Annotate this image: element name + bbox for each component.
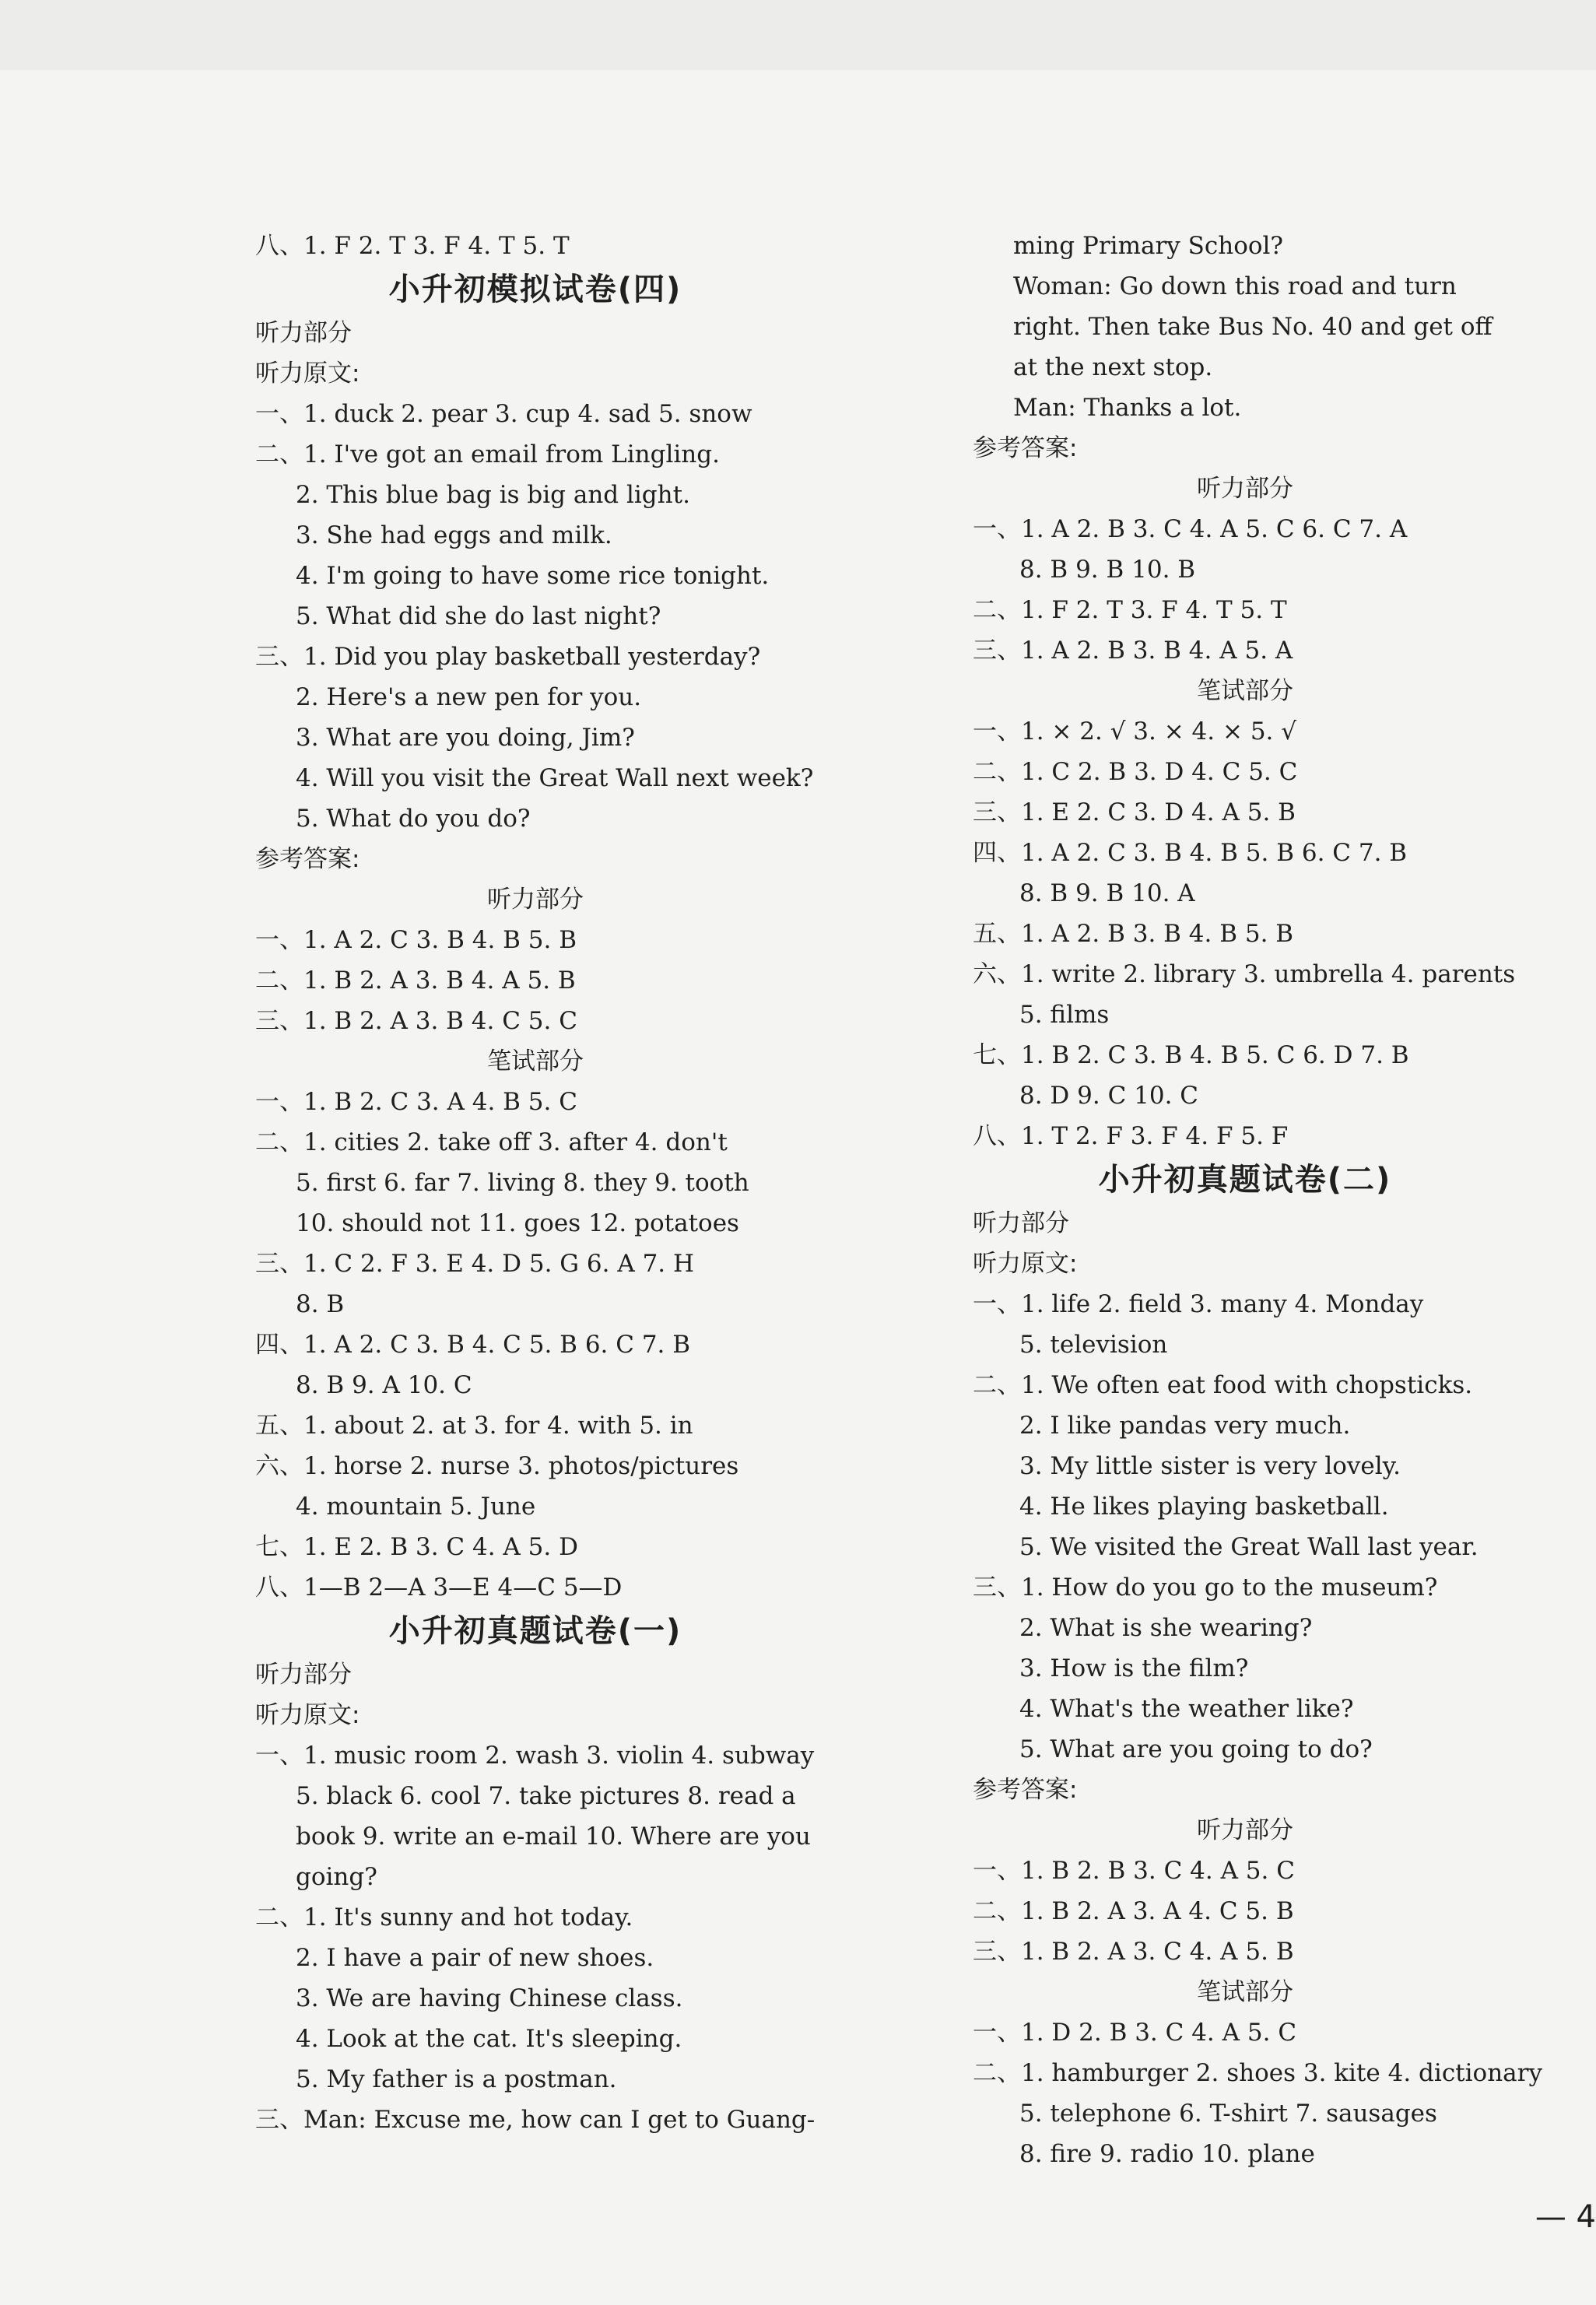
answer-line: 三、1. A 2. B 3. B 4. A 5. A xyxy=(973,637,1293,665)
subsection-label: 听力原文: xyxy=(255,360,360,388)
subsection-label: 听力部分 xyxy=(255,319,352,347)
answers-label: 参考答案: xyxy=(973,434,1078,462)
script-line: 3. How is the film? xyxy=(1019,1654,1249,1682)
script-line: 三、1. How do you go to the museum? xyxy=(973,1574,1438,1602)
subsection-heading: 听力部分 xyxy=(1197,1816,1293,1844)
subsection-heading: 笔试部分 xyxy=(487,1047,584,1075)
answer-line: 五、1. about 2. at 3. for 4. with 5. in xyxy=(255,1412,693,1440)
script-line: 5. What are you going to do? xyxy=(1019,1735,1373,1763)
script-line: 一、1. music room 2. wash 3. violin 4. subway xyxy=(255,1742,815,1770)
answer-line: 8. B 9. A 10. C xyxy=(296,1371,472,1399)
subsection-label: 听力部分 xyxy=(255,1661,352,1689)
subsection-label: 听力原文: xyxy=(973,1250,1078,1278)
script-line: 二、1. I've got an email from Lingling. xyxy=(255,440,720,468)
answer-line: 一、1. × 2. √ 3. × 4. × 5. √ xyxy=(973,717,1297,746)
script-line: 5. My father is a postman. xyxy=(296,2065,617,2093)
answer-line: 五、1. A 2. B 3. B 4. B 5. B xyxy=(973,920,1294,948)
answer-line: 三、1. E 2. C 3. D 4. A 5. B xyxy=(973,798,1296,826)
script-line: ming Primary School? xyxy=(1013,232,1284,260)
script-line: 2. I have a pair of new shoes. xyxy=(296,1944,654,1972)
answer-line: 二、1. B 2. A 3. B 4. A 5. B xyxy=(255,967,576,995)
answer-line: 四、1. A 2. C 3. B 4. B 5. B 6. C 7. B xyxy=(973,839,1408,867)
answer-line: 四、1. A 2. C 3. B 4. C 5. B 6. C 7. B xyxy=(255,1331,691,1359)
answer-line: 二、1. hamburger 2. shoes 3. kite 4. dictionary xyxy=(973,2059,1542,2087)
answer-line: 5. films xyxy=(1019,1001,1110,1029)
answer-line: 8. D 9. C 10. C xyxy=(1019,1082,1199,1110)
section-title: 小升初真题试卷(二) xyxy=(1098,1162,1392,1198)
script-line: 2. Here's a new pen for you. xyxy=(296,683,642,711)
answer-line: 8. B 9. B 10. B xyxy=(1019,556,1196,584)
subsection-heading: 笔试部分 xyxy=(1197,1978,1293,2006)
answer-line: 七、1. B 2. C 3. B 4. B 5. C 6. D 7. B xyxy=(973,1041,1409,1069)
script-line: 4. What's the weather like? xyxy=(1019,1695,1354,1723)
answer-line: 二、1. B 2. A 3. A 4. C 5. B xyxy=(973,1897,1294,1925)
right-column xyxy=(973,226,1542,2174)
answer-line: 三、1. B 2. A 3. B 4. C 5. C xyxy=(255,1007,577,1035)
script-line: 3. She had eggs and milk. xyxy=(296,521,612,549)
script-line: 3. We are having Chinese class. xyxy=(296,1984,683,2012)
script-line: 三、1. Did you play basketball yesterday? xyxy=(255,643,761,671)
script-line: 一、1. duck 2. pear 3. cup 4. sad 5. snow xyxy=(255,400,752,428)
answer-line: 七、1. E 2. B 3. C 4. A 5. D xyxy=(255,1533,578,1561)
answer-line: 一、1. B 2. C 3. A 4. B 5. C xyxy=(255,1088,577,1116)
answers-label: 参考答案: xyxy=(973,1776,1078,1804)
script-line: 4. I'm going to have some rice tonight. xyxy=(296,562,770,590)
section-title: 小升初模拟试卷(四) xyxy=(388,272,682,307)
subsection-label: 听力部分 xyxy=(973,1209,1069,1237)
script-line: 2. This blue bag is big and light. xyxy=(296,481,690,509)
script-line: 3. My little sister is very lovely. xyxy=(1019,1452,1401,1480)
script-line: 5. What do you do? xyxy=(296,805,531,833)
script-line: 二、1. We often eat food with chopsticks. xyxy=(973,1371,1473,1399)
answer-line: 六、1. write 2. library 3. umbrella 4. parents xyxy=(973,960,1516,988)
answer-line: 三、1. C 2. F 3. E 4. D 5. G 6. A 7. H xyxy=(255,1250,695,1278)
answer-line: 三、1. B 2. A 3. C 4. A 5. B xyxy=(973,1938,1294,1966)
answer-line: 8. B xyxy=(296,1290,345,1318)
subsection-heading: 听力部分 xyxy=(1197,475,1293,503)
section-title: 小升初真题试卷(一) xyxy=(388,1613,682,1649)
answer-line: 5. first 6. far 7. living 8. they 9. tooth xyxy=(296,1169,749,1197)
script-line: 二、1. It's sunny and hot today. xyxy=(255,1903,633,1931)
left-column xyxy=(255,226,816,2140)
answer-line: 一、1. A 2. B 3. C 4. A 5. C 6. C 7. A xyxy=(973,515,1408,543)
script-line: 2. I like pandas very much. xyxy=(1019,1412,1351,1440)
page-number: — 4 xyxy=(1535,2199,1596,2235)
script-line: 三、Man: Excuse me, how can I get to Guang- xyxy=(255,2106,816,2134)
script-line: 一、1. life 2. field 3. many 4. Monday xyxy=(973,1290,1424,1318)
script-line: Man: Thanks a lot. xyxy=(1013,394,1242,422)
answer-line: 10. should not 11. goes 12. potatoes xyxy=(296,1209,739,1237)
answer-line: 一、1. A 2. C 3. B 4. B 5. B xyxy=(255,926,577,954)
answer-line: 二、1. C 2. B 3. D 4. C 5. C xyxy=(973,758,1298,786)
answer-line: 八、1. T 2. F 3. F 4. F 5. F xyxy=(973,1122,1289,1150)
answer-line: 4. mountain 5. June xyxy=(296,1493,536,1521)
answer-line: 一、1. D 2. B 3. C 4. A 5. C xyxy=(973,2019,1297,2047)
answer-line: 八、1—B 2—A 3—E 4—C 5—D xyxy=(255,1574,623,1602)
script-line: 4. Will you visit the Great Wall next week? xyxy=(296,764,814,792)
page-top-edge xyxy=(0,0,1596,70)
answers-label: 参考答案: xyxy=(255,845,360,873)
answer-line: 六、1. horse 2. nurse 3. photos/pictures xyxy=(255,1452,739,1480)
script-line: Woman: Go down this road and turn right. Then take Bus No. 40 and get off at the next stop. xyxy=(1013,272,1493,381)
subsection-label: 听力原文: xyxy=(255,1701,360,1729)
script-line: 3. What are you doing, Jim? xyxy=(296,724,635,752)
script-line: 2. What is she wearing? xyxy=(1019,1614,1313,1642)
answer-line: 一、1. B 2. B 3. C 4. A 5. C xyxy=(973,1857,1295,1885)
script-line: 4. Look at the cat. It's sleeping. xyxy=(296,2025,682,2053)
script-line: 5. We visited the Great Wall last year. xyxy=(1019,1533,1478,1561)
script-line: 4. He likes playing basketball. xyxy=(1019,1493,1389,1521)
subsection-heading: 笔试部分 xyxy=(1197,677,1293,705)
answer-line: 5. telephone 6. T-shirt 7. sausages xyxy=(1019,2100,1437,2128)
subsection-heading: 听力部分 xyxy=(487,886,584,914)
answer-line: 二、1. cities 2. take off 3. after 4. don't xyxy=(255,1128,728,1156)
script-line: 5. black 6. cool 7. take pictures 8. read a book 9. write an e-mail 10. Where are you going? xyxy=(296,1782,811,1891)
script-line: 5. television xyxy=(1019,1331,1168,1359)
answer-line: 8. B 9. B 10. A xyxy=(1019,879,1195,907)
script-line: 5. What did she do last night? xyxy=(296,602,661,630)
answer-line: 二、1. F 2. T 3. F 4. T 5. T xyxy=(973,596,1287,624)
answer-line: 八、1. F 2. T 3. F 4. T 5. T xyxy=(255,232,570,260)
answer-line: 8. fire 9. radio 10. plane xyxy=(1019,2140,1315,2168)
